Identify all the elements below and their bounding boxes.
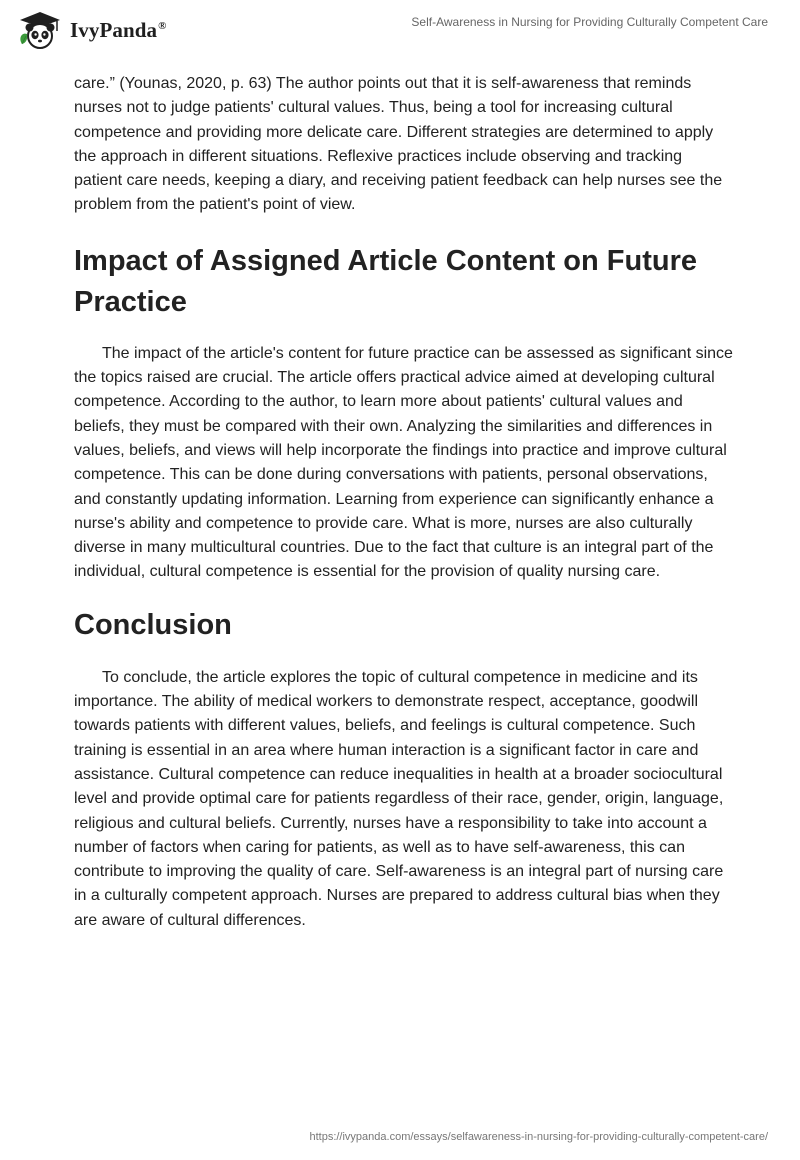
source-url-link[interactable]: https://ivypanda.com/essays/selfawareness-in-nursing-for-providing-culturally-competent-care/ [309,1131,768,1143]
panda-graduate-icon [16,10,64,50]
conclusion-paragraph: To conclude, the article explores the topic of cultural competence in medicine and its importance. The ability of medical workers to demonstrate respect, acceptance, goodwill towards patients with different values, beliefs, and feelings is cultural competence. Such training is essential in an area where human interaction is a significant factor in care and assistance. Cultural competence can reduce inequalities in health at a broader sociocultural level and provide optimal care for patients regardless of their race, gender, origin, language, religious and cultural beliefs. Currently, nurses have a responsibility to take into account a number of factors when caring for patients, as well as to have self-awareness, this can contribute to improving the quality of care. Self-awareness is an integral part of nursing care in a culturally competent approach. Nurses are prepared to address cultural bias when they are aware of cultural differences. [74,668,724,929]
page-header [0,0,800,60]
brand-name: IvyPanda® [70,17,167,42]
intro-paragraph: care.” (Younas, 2020, p. 63) The author points out that it is self-awareness that reminds nurses not to judge patients' cultural values. Thus, being a tool for increasing cultural competence and providing more delicate care. Different strategies are determined to apply the approach in different situations. Reflexive practices include observing and tracking patient care needs, keeping a diary, and receiving patient feedback can help nurses see the problem from the patient's point of view. [74,75,723,214]
ivypanda-logo[interactable] [16,10,167,50]
document-title: Self-Awareness in Nursing for Providing Culturally Competent Care [411,15,768,29]
essay-body [74,72,734,933]
conclusion-heading: Conclusion [74,608,232,641]
impact-heading: Impact of Assigned Article Content on Future Practice [74,244,697,318]
impact-paragraph: The impact of the article's content for future practice can be assessed as significant since the topics raised are crucial. The article offers practical advice aimed at developing cultural competence. According to the author, to learn more about patients' cultural values and beliefs, they must be compared with their own. Analyzing the similarities and differences in values, beliefs, and views will help incorporate the findings into practice and improve cultural competence. This can be done during conversations with patients, personal observations, and constantly updating information. Learning from experience can significantly enhance a nurse's ability and competence to provide care. What is more, nurses are also culturally diverse in many multicultural countries. Due to the fact that culture is an integral part of the individual, cultural competence is essential for the provision of quality nursing care. [74,344,733,581]
